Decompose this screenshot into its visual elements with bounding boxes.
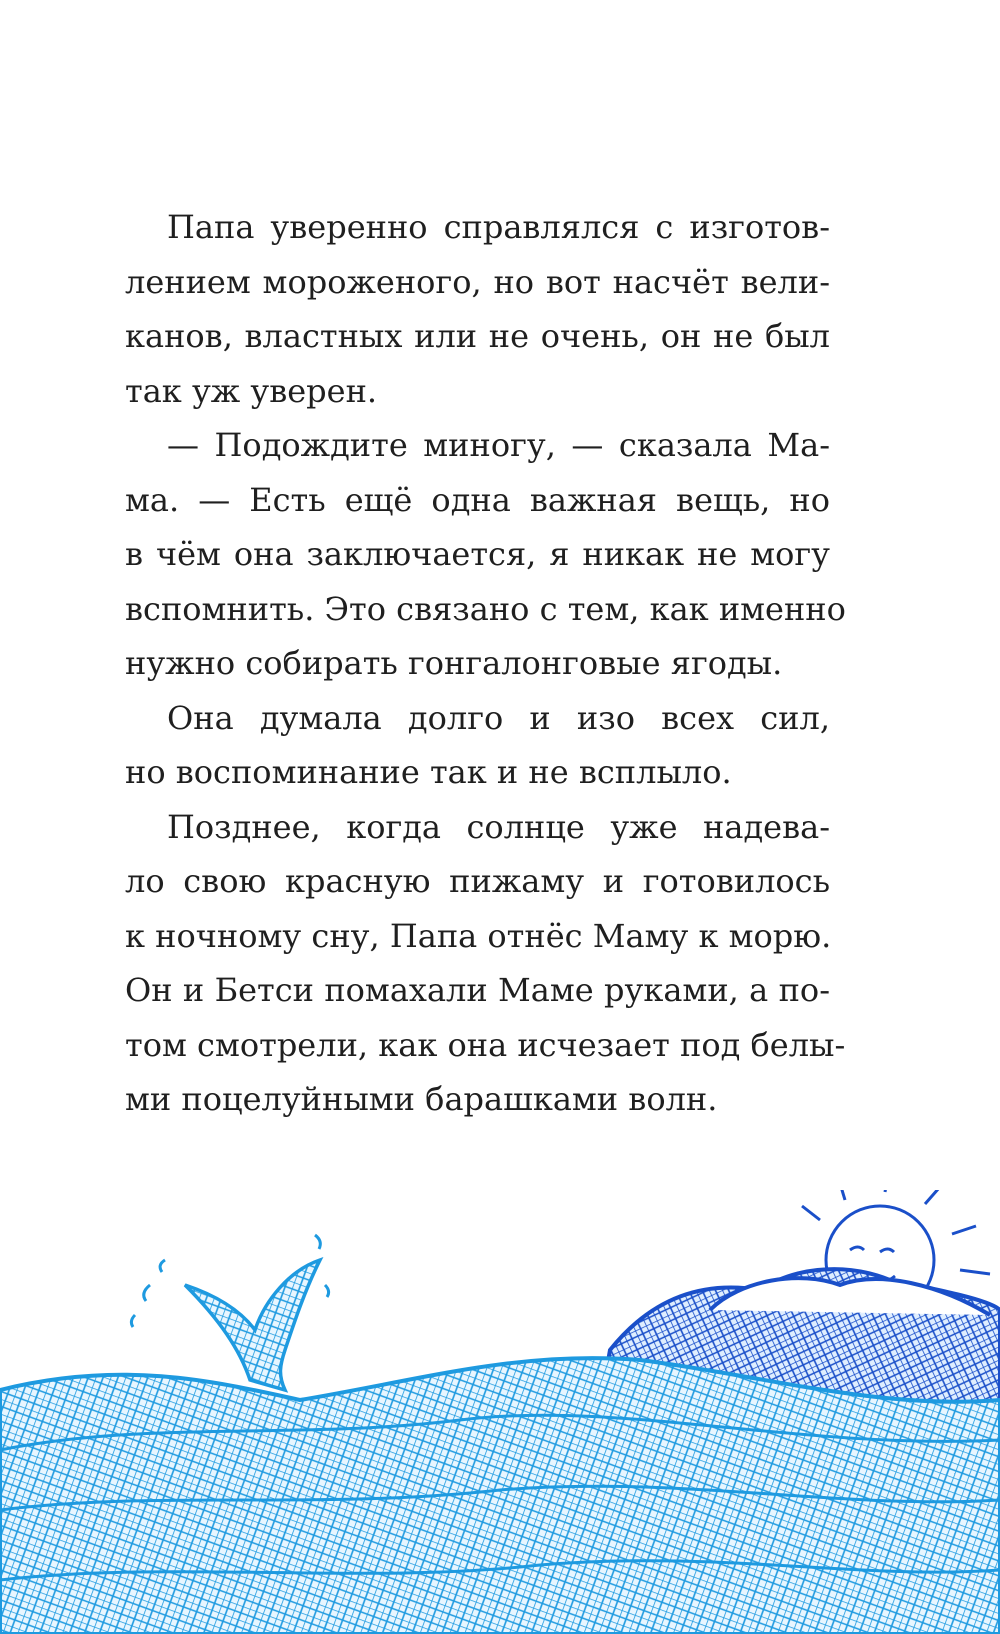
text-line: — Подождите миногу, — сказала Ма- xyxy=(167,426,830,464)
page-text xyxy=(125,200,846,1127)
text-line: том смотрели, как она исчезает под белы- xyxy=(125,1025,846,1064)
paragraph-4 xyxy=(125,800,846,1127)
text-line: вспомнить. Это связано с тем, как именно xyxy=(125,589,846,628)
sea-illustration xyxy=(0,1190,1000,1634)
text-line: ма. — Есть ещё одна важная вещь, но xyxy=(125,480,830,519)
text-line: так уж уверен. xyxy=(125,371,378,410)
text-line: но воспоминание так и не всплыло. xyxy=(125,753,732,791)
text-line: Она думала долго и изо всех сил, xyxy=(167,698,830,737)
text-line: в чём она заключается, я никак не могу xyxy=(125,535,830,573)
text-line: нужно собирать гонгалонговые ягоды. xyxy=(125,644,783,682)
whale-tail-icon xyxy=(131,1235,328,1390)
sea-waves-icon xyxy=(0,1269,1000,1634)
text-line: ло свою красную пижаму и готовилось xyxy=(125,862,830,900)
text-line: ми поцелуйными барашками волн. xyxy=(125,1080,718,1118)
text-line: канов, властных или не очень, он не был xyxy=(125,317,830,355)
text-line: Он и Бетси помахали Маме руками, а по- xyxy=(125,971,830,1009)
paragraph-1 xyxy=(125,200,830,418)
text-line: к ночному сну, Папа отнёс Маму к морю. xyxy=(125,916,832,955)
paragraph-2 xyxy=(125,418,846,691)
paragraph-3 xyxy=(125,691,830,800)
text-line: Позднее, когда солнце уже надева- xyxy=(167,807,830,846)
text-line: Папа уверенно справлялся с изготов- xyxy=(167,208,830,246)
text-line: лением мороженого, но вот насчёт вели- xyxy=(125,262,830,301)
